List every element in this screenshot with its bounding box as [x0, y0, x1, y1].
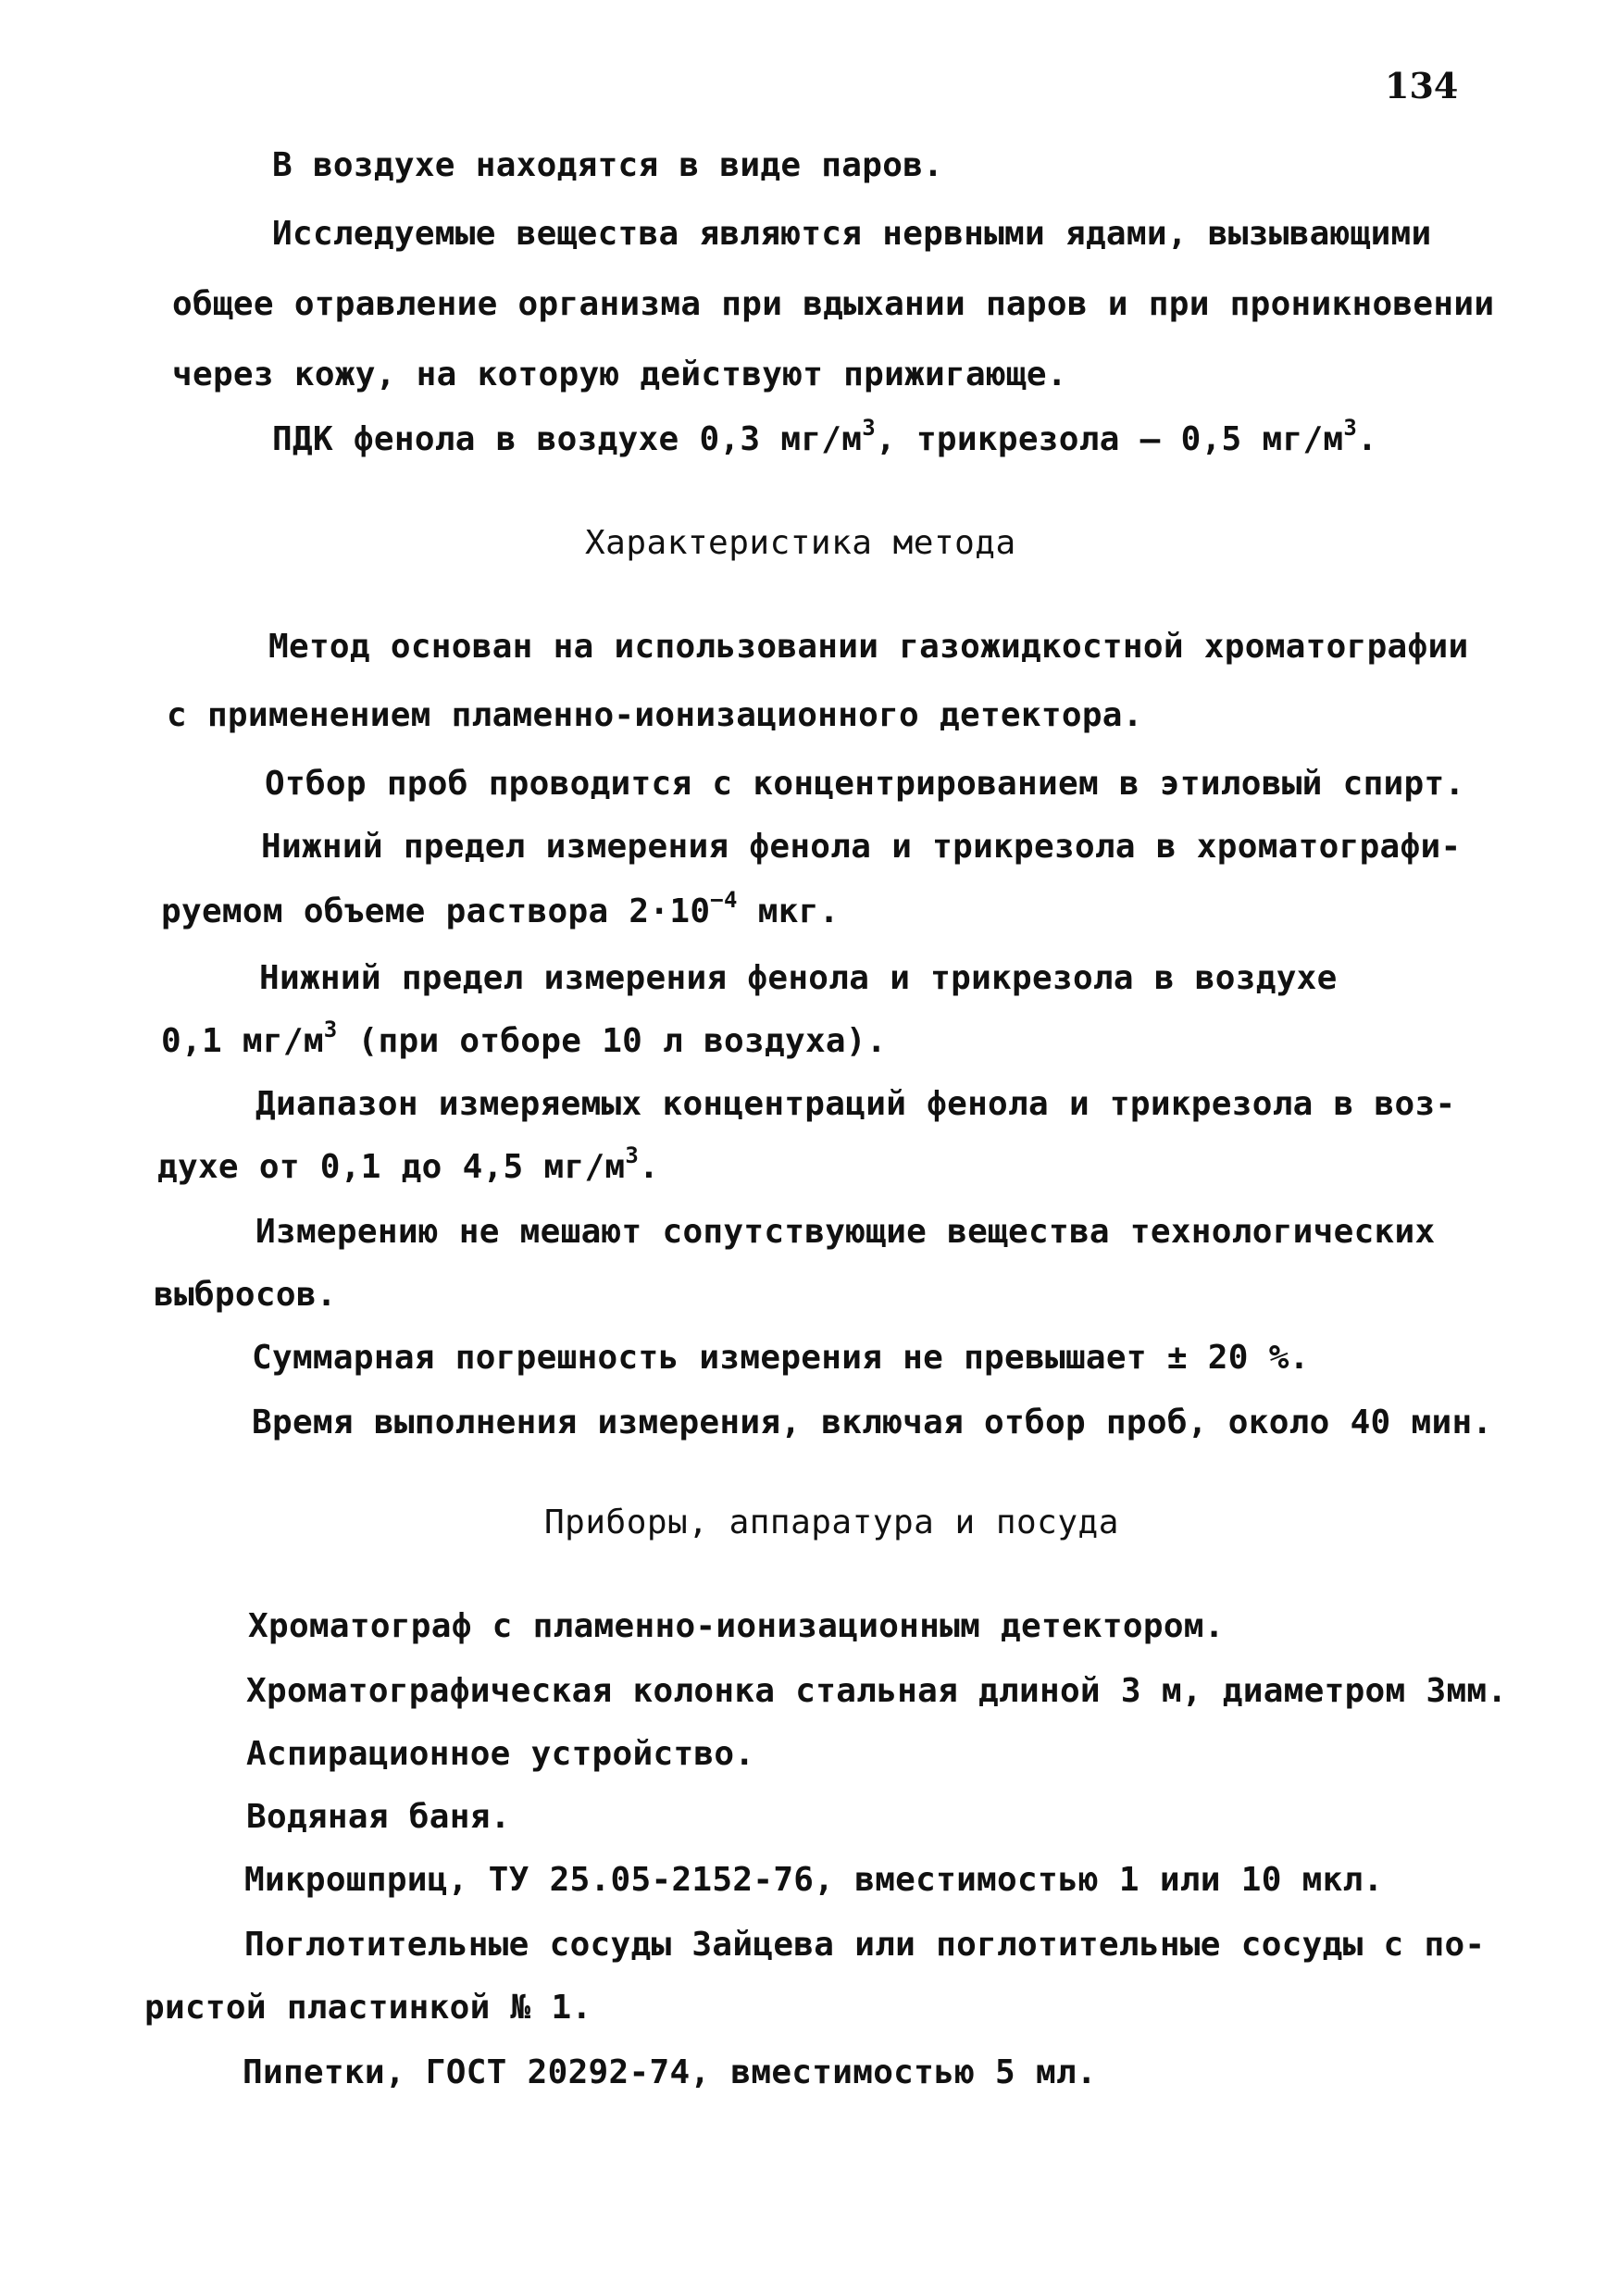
method-line-5-text-b: мкг.: [737, 892, 840, 930]
equipment-line-5: Микрошприц, ТУ 25.05-2152-76, вместимостью 1 или 10 мкл.: [244, 1861, 1384, 1899]
intro-line-2: Исследуемые вещества являются нервными ядами, вызывающими: [272, 215, 1432, 253]
method-line-9-text-b: .: [639, 1148, 660, 1186]
pdk-text-c: .: [1357, 420, 1378, 458]
method-line-7: [161, 1017, 887, 1060]
equipment-line-6: Поглотительные сосуды Зайцева или поглотительные сосуды с по-: [244, 1926, 1486, 1964]
method-line-7-text-a: 0,1 мг/м: [161, 1022, 324, 1060]
intro-line-3: общее отравление организма при вдыхании паров и при проникновении: [172, 285, 1495, 323]
equipment-line-1: Хроматограф с пламенно-ионизационным детектором.: [248, 1607, 1225, 1645]
method-line-11: выбросов.: [154, 1276, 337, 1314]
method-line-2: с применением пламенно-ионизационного детектора.: [167, 696, 1143, 734]
equipment-line-8: Пипетки, ГОСТ 20292-74, вместимостью 5 мл.: [243, 2053, 1097, 2091]
pdk-superscript-2: 3: [1343, 415, 1358, 441]
method-line-8: Диапазон измеряемых концентраций фенола и трикрезола в воз-: [255, 1085, 1456, 1123]
method-line-5-superscript: −4: [710, 887, 738, 913]
page-number: 134: [1385, 65, 1459, 106]
intro-line-4: через кожу, на которую действуют прижигающе.: [172, 356, 1067, 393]
method-line-5-text-a: руемом объеме раствора 2·10: [161, 892, 711, 930]
pdk-superscript-1: 3: [862, 415, 876, 441]
method-line-12: Суммарная погрешность измерения не превышает ± 20 %.: [252, 1339, 1310, 1377]
equipment-heading: Приборы, аппаратура и посуда: [544, 1504, 1119, 1541]
method-line-7-text-b: (при отборе 10 л воздуха).: [337, 1022, 887, 1060]
equipment-line-3: Аспирационное устройство.: [246, 1735, 755, 1773]
method-line-9-superscript: 3: [625, 1142, 640, 1168]
method-heading: Характеристика метода: [585, 524, 1016, 562]
intro-line-1: В воздухе находятся в виде паров.: [272, 146, 944, 184]
method-line-10: Измерению не мешают сопутствующие вещества технологических: [255, 1213, 1436, 1251]
method-line-5: [161, 887, 840, 930]
method-line-7-superscript: 3: [323, 1017, 338, 1042]
method-line-13: Время выполнения измерения, включая отбор проб, около 40 мин.: [252, 1404, 1493, 1441]
method-line-9: [157, 1142, 660, 1186]
equipment-line-4: Водяная баня.: [246, 1798, 511, 1836]
pdk-text-a: ПДК фенола в воздухе 0,3 мг/м: [272, 420, 863, 458]
pdk-line: [272, 415, 1378, 458]
equipment-line-2: Хроматографическая колонка стальная длиной 3 м, диаметром 3мм.: [246, 1672, 1508, 1710]
equipment-line-7: ристой пластинкой № 1.: [144, 1989, 592, 2027]
method-line-9-text-a: духе от 0,1 до 4,5 мг/м: [157, 1148, 626, 1186]
method-line-1: Метод основан на использовании газожидкостной хроматографии: [268, 628, 1469, 666]
method-line-6: Нижний предел измерения фенола и трикрезола в воздухе: [259, 959, 1338, 997]
method-line-3: Отбор проб проводится с концентрированием в этиловый спирт.: [265, 765, 1465, 803]
pdk-text-b: , трикрезола – 0,5 мг/м: [876, 420, 1344, 458]
method-line-4: Нижний предел измерения фенола и трикрезола в хроматографи-: [261, 828, 1462, 866]
